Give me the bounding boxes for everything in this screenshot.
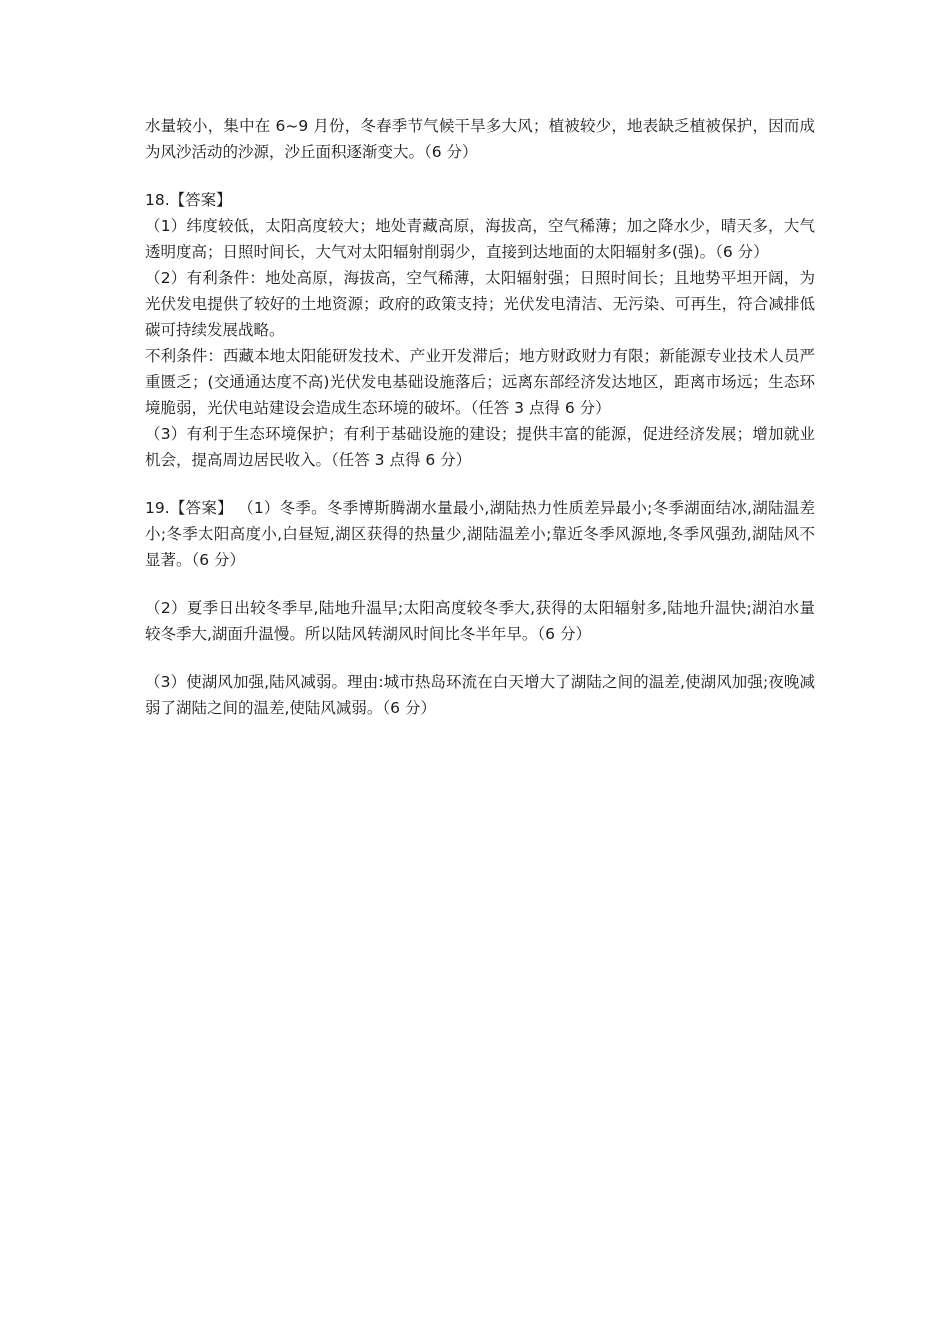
q19-answer-2: （2）夏季日出较冬季早,陆地升温早;太阳高度较冬季大,获得的太阳辐射多,陆地升温快;湖泊水量较冬季大,湖面升温慢。所以陆风转湖风时间比冬半年早。（6 分） bbox=[145, 599, 815, 643]
q19-answer-1: 19.【答案】 （1）冬季。冬季博斯腾湖水量最小,湖陆热力性质差异最小;冬季湖面结冰,湖陆温差小;冬季太阳高度小,白昼短,湖区获得的热量少,湖陆温差小;靠近冬季风源地,冬季风强劲,湖陆风不显著。（6 分） bbox=[145, 499, 815, 569]
spacer bbox=[145, 573, 815, 595]
spacer bbox=[145, 647, 815, 669]
q18-answer-3: （3）有利于生态环境保护；有利于基础设施的建设；提供丰富的能源，促进经济发展；增加就业机会，提高周边居民收入。（任答 3 点得 6 分） bbox=[145, 425, 815, 469]
q18-answer-2-unfavorable: 不利条件：西藏本地太阳能研发技术、产业开发滞后；地方财政财力有限；新能源专业技术人员严重匮乏；(交通通达度不高)光伏发电基础设施落后；远离东部经济发达地区，距离市场远；生态环境脆弱，光伏电站建设会造成生态环境的破坏。（任答 3 点得 6 分） bbox=[145, 347, 815, 417]
document-page bbox=[145, 113, 815, 721]
q18-answer-1: （1）纬度较低，太阳高度较大；地处青藏高原，海拔高，空气稀薄；加之降水少，晴天多，大气透明度高；日照时间长，大气对太阳辐射削弱少，直接到达地面的太阳辐射多(强)。（6 分） bbox=[145, 217, 815, 261]
q18-answer-2-favorable: （2）有利条件：地处高原，海拔高，空气稀薄，太阳辐射强；日照时间长；且地势平坦开阔，为光伏发电提供了较好的土地资源；政府的政策支持；光伏发电清洁、无污染、可再生，符合减排低碳可持续发展战略。 bbox=[145, 269, 815, 339]
spacer bbox=[145, 165, 815, 187]
spacer bbox=[145, 473, 815, 495]
q19-answer-3: （3）使湖风加强,陆风减弱。理由:城市热岛环流在白天增大了湖陆之间的温差,使湖风加强;夜晚减弱了湖陆之间的温差,使陆风减弱。（6 分） bbox=[145, 673, 815, 717]
intro-paragraph: 水量较小，集中在 6~9 月份，冬春季节气候干旱多大风；植被较少，地表缺乏植被保护，因而成为风沙活动的沙源，沙丘面积逐渐变大。（6 分） bbox=[145, 117, 815, 161]
q18-heading: 18.【答案】 bbox=[145, 191, 232, 209]
